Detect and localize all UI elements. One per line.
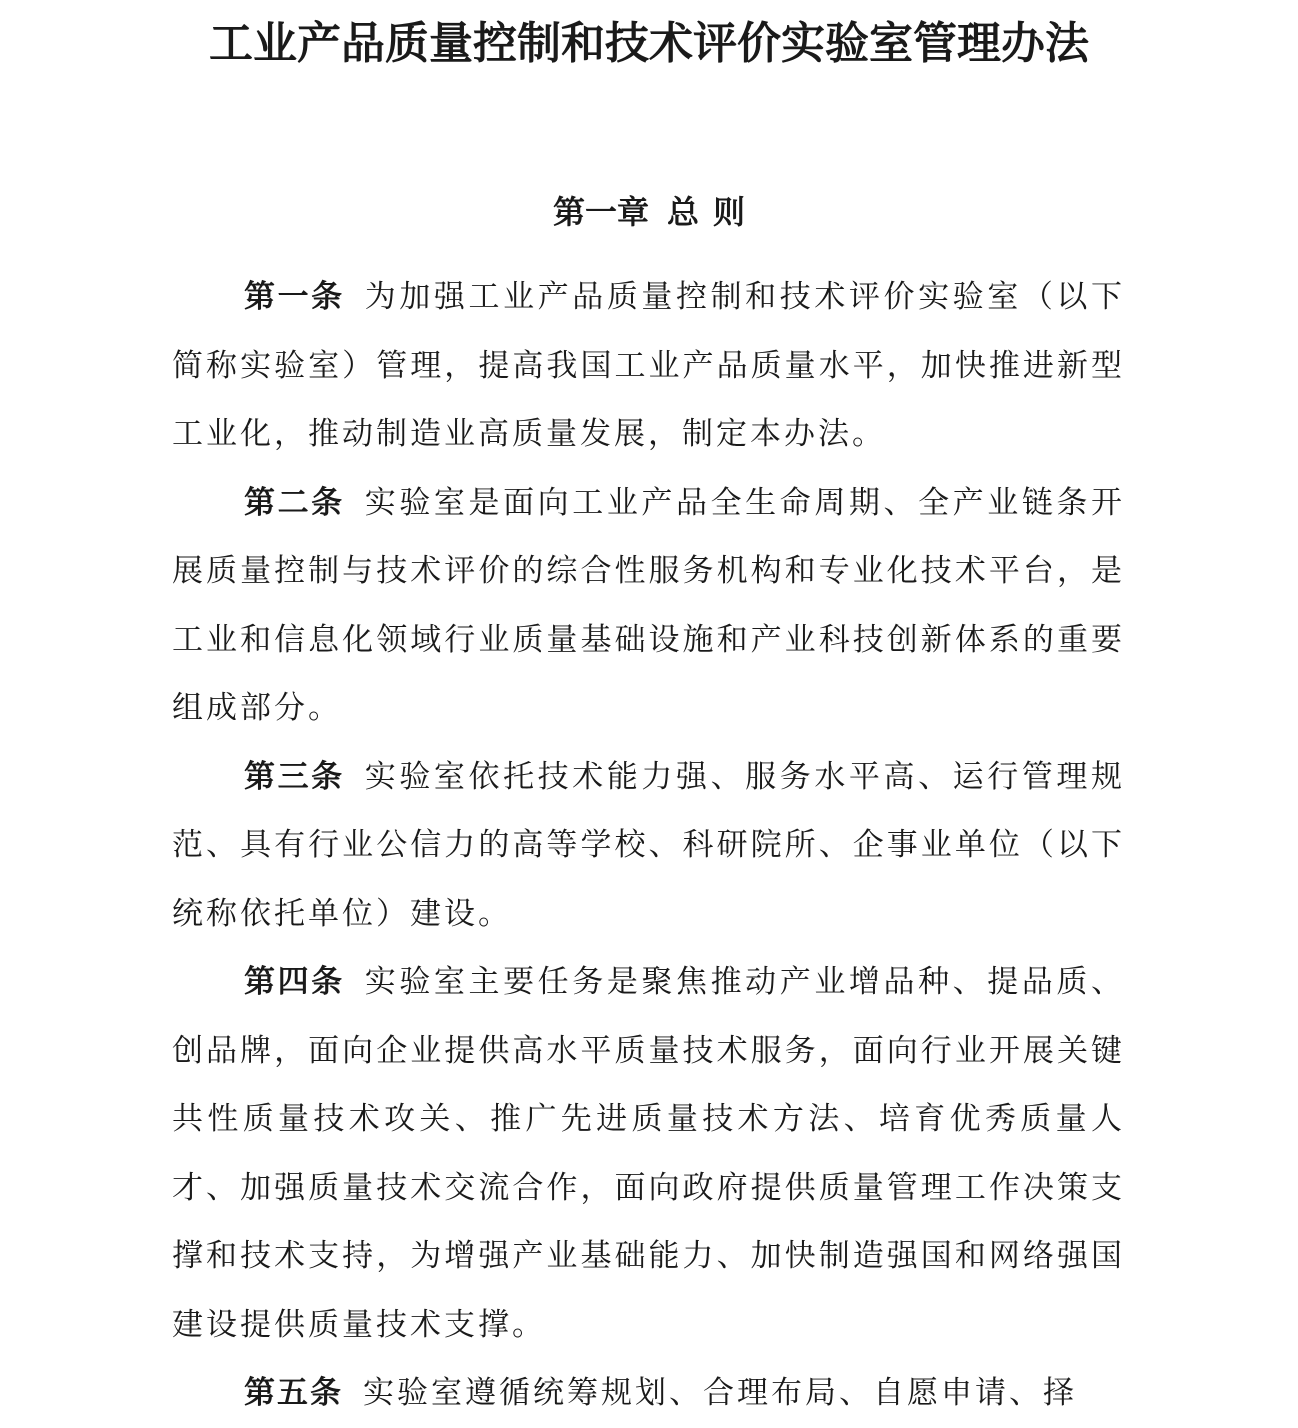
article-text: 实验室依托技术能力强、服务水平高、运行管理规范、具有行业公信力的高等学校、科研院所、企事业单位（以下统称依托单位）建设。: [172, 758, 1125, 932]
article-4: [172, 948, 1125, 1359]
article-5: [172, 1359, 1125, 1428]
article-number: 第一条: [244, 279, 345, 315]
article-number: 第二条: [244, 484, 345, 521]
article-text: 实验室主要任务是聚焦推动产业增品种、提品质、创品牌，面向企业提供高水平质量技术服务，面向行业开展关键共性质量技术攻关、推广先进质量技术方法、培育优秀质量人才、加强质量技术交流合作，面向政府提供质量管理工作决策支撑和技术支持，为增强产业基础能力、加快制造强国和网络强国建设提供质量技术支撑。: [172, 964, 1125, 1343]
article-text: 实验室遵循统筹规划、合理布局、自愿申请、择: [363, 1375, 1077, 1411]
article-number: 第三条: [244, 758, 345, 795]
article-2: [172, 469, 1125, 743]
article-number: 第五条: [244, 1375, 343, 1411]
article-3: [172, 743, 1125, 949]
document-title: 工业产品质量控制和技术评价实验室管理办法: [209, 18, 1089, 69]
chapter-name-second-char: 则: [713, 193, 746, 231]
article-text: 为加强工业产品质量控制和技术评价实验室（以下简称实验室）管理，提高我国工业产品质量水平，加快推进新型工业化，推动制造业高质量发展，制定本办法。: [172, 279, 1125, 452]
chapter-name-first-char: 总: [666, 193, 699, 231]
article-number: 第四条: [244, 964, 345, 1000]
chapter-number: 第一章: [552, 193, 649, 231]
chapter-heading: [0, 186, 1298, 238]
article-text: 实验室是面向工业产品全生命周期、全产业链条开展质量控制与技术评价的综合性服务机构和专业化技术平台，是工业和信息化领域行业质量基础设施和产业科技创新体系的重要组成部分。: [172, 484, 1125, 726]
article-1: [172, 263, 1125, 469]
document-body: [172, 263, 1125, 1428]
